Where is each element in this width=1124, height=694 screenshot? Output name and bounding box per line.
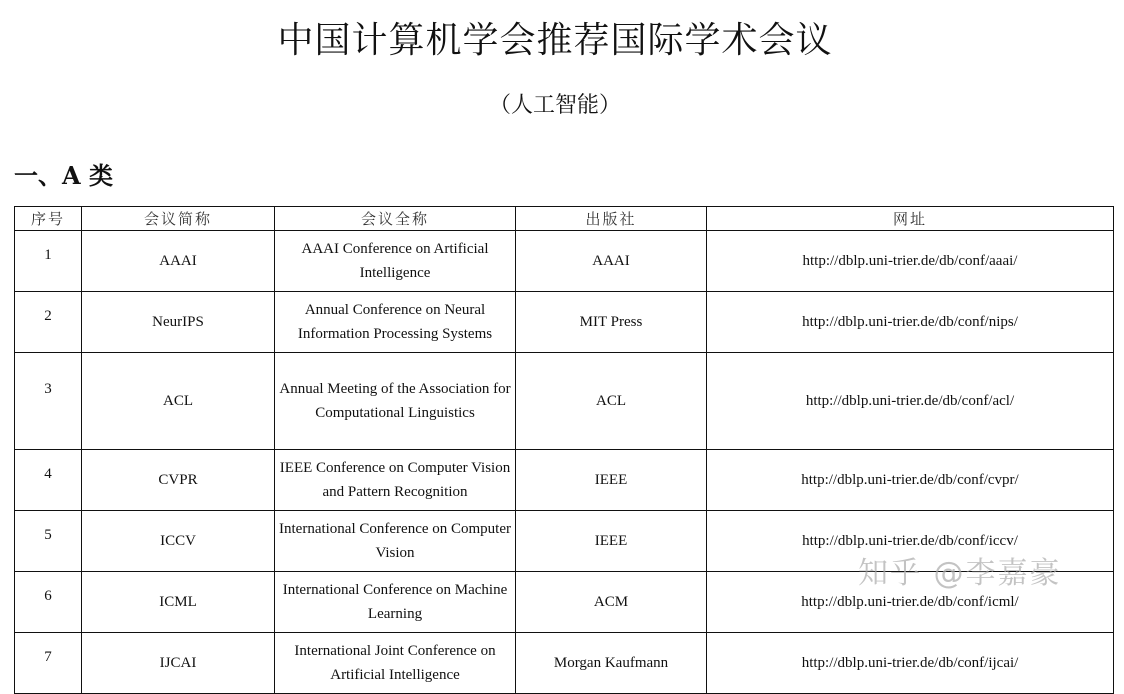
cell-publisher: IEEE <box>516 511 707 572</box>
cell-abbr: ICML <box>82 572 275 633</box>
cell-publisher: Morgan Kaufmann <box>516 633 707 694</box>
conference-table <box>14 206 1114 694</box>
cell-no: 1 <box>15 231 82 292</box>
cell-no: 7 <box>15 633 82 694</box>
cell-no: 3 <box>15 353 82 450</box>
cell-abbr: AAAI <box>82 231 275 292</box>
cell-abbr: NeurIPS <box>82 292 275 353</box>
section-heading: 一、A 类 <box>14 161 113 190</box>
cell-publisher: ACL <box>516 353 707 450</box>
cell-url: http://dblp.uni-trier.de/db/conf/icml/ <box>707 572 1114 633</box>
cell-url: http://dblp.uni-trier.de/db/conf/iccv/ <box>707 511 1114 572</box>
header-abbr: 会议简称 <box>82 207 275 231</box>
watermark: 知乎 @李嘉豪 <box>858 556 1062 591</box>
cell-url: http://dblp.uni-trier.de/db/conf/ijcai/ <box>707 633 1114 694</box>
cell-full-name: Annual Conference on Neural Information Processing Systems <box>275 292 516 353</box>
cell-publisher: IEEE <box>516 450 707 511</box>
cell-full-name: Annual Meeting of the Association for Computational Linguistics <box>275 353 516 450</box>
table-row <box>15 292 1114 353</box>
cell-full-name: International Conference on Computer Vision <box>275 511 516 572</box>
cell-abbr: ICCV <box>82 511 275 572</box>
cell-url: http://dblp.uni-trier.de/db/conf/nips/ <box>707 292 1114 353</box>
cell-no: 2 <box>15 292 82 353</box>
table-row <box>15 353 1114 450</box>
cell-abbr: CVPR <box>82 450 275 511</box>
cell-full-name: AAAI Conference on Artificial Intelligence <box>275 231 516 292</box>
cell-publisher: ACM <box>516 572 707 633</box>
cell-no: 4 <box>15 450 82 511</box>
cell-url: http://dblp.uni-trier.de/db/conf/cvpr/ <box>707 450 1114 511</box>
cell-publisher: MIT Press <box>516 292 707 353</box>
table-row <box>15 633 1114 694</box>
table-row <box>15 450 1114 511</box>
cell-url: http://dblp.uni-trier.de/db/conf/aaai/ <box>707 231 1114 292</box>
table-row <box>15 231 1114 292</box>
document-title: 中国计算机学会推荐国际学术会议 <box>277 20 833 61</box>
header-no: 序号 <box>15 207 82 231</box>
cell-no: 5 <box>15 511 82 572</box>
header-full: 会议全称 <box>275 207 516 231</box>
table-header-row <box>15 207 1114 231</box>
cell-abbr: IJCAI <box>82 633 275 694</box>
header-url: 网址 <box>707 207 1114 231</box>
document-subtitle: （人工智能） <box>488 93 621 118</box>
cell-full-name: International Conference on Machine Learning <box>275 572 516 633</box>
cell-abbr: ACL <box>82 353 275 450</box>
cell-full-name: IEEE Conference on Computer Vision and Pattern Recognition <box>275 450 516 511</box>
cell-no: 6 <box>15 572 82 633</box>
cell-full-name: International Joint Conference on Artificial Intelligence <box>275 633 516 694</box>
cell-publisher: AAAI <box>516 231 707 292</box>
cell-url: http://dblp.uni-trier.de/db/conf/acl/ <box>707 353 1114 450</box>
header-publisher: 出版社 <box>516 207 707 231</box>
